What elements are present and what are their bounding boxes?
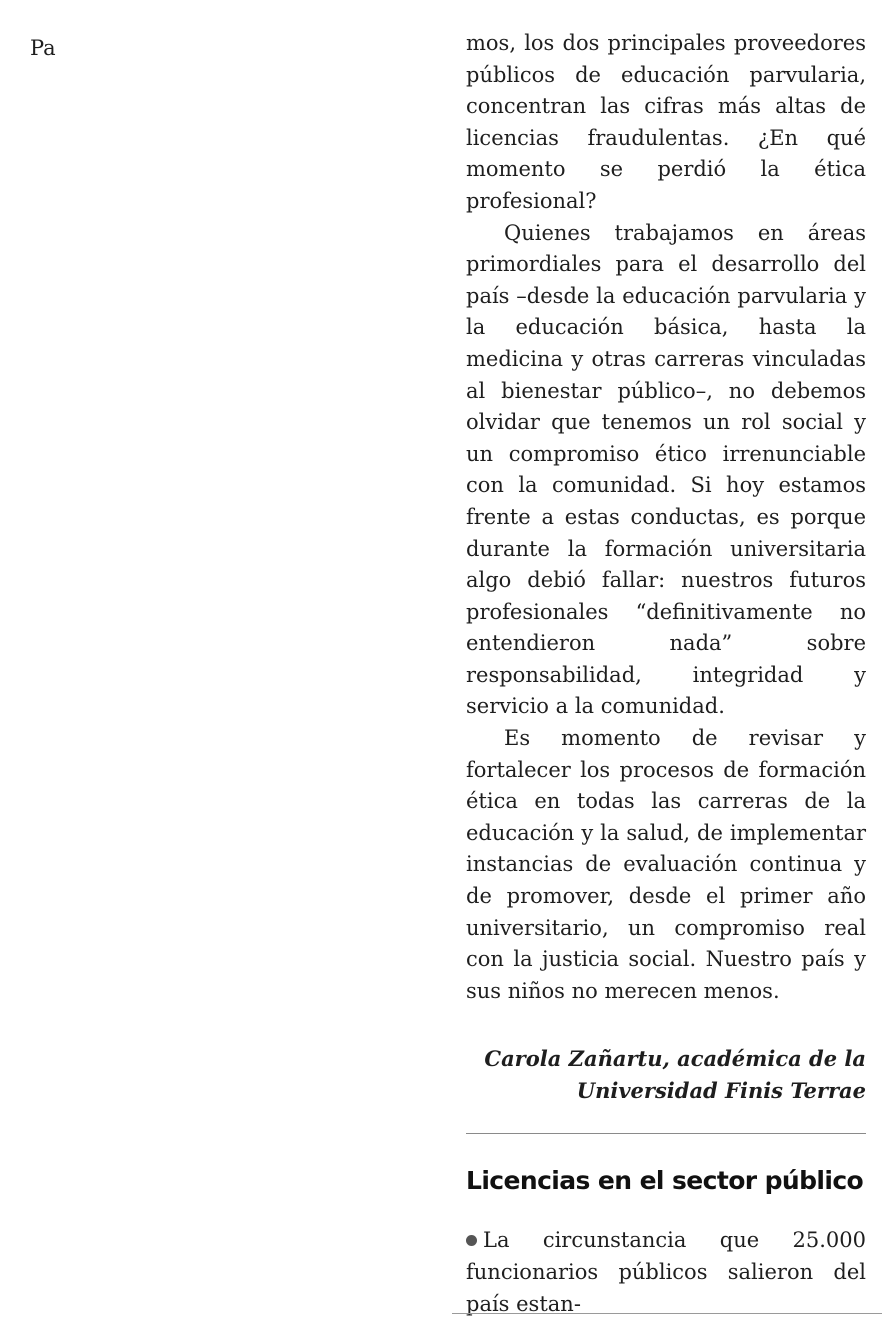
letter-paragraph-3: Es momento de revisar y fortalecer los procesos de formación ética en todas las carreras de la educación y la salud, de implementar instancias de evaluación continua y de promover, desde el primer año universitario, un compromiso real con la justicia social. Nuestro país y sus niños no merecen menos. bbox=[466, 726, 866, 1003]
next-letter-lede-text: La circunstancia que 25.000 funcionarios públicos salieron del país estan- bbox=[466, 1228, 866, 1317]
letter-paragraph-1: mos, los dos principales proveedores públicos de educación parvularia, concentran las cifras más altas de licencias fraudulentas. ¿En qué momento se perdió la ética profesional? bbox=[466, 31, 866, 213]
next-letter-lede bbox=[466, 1224, 866, 1320]
letter-paragraph-2: Quienes trabajamos en áreas primordiales para el desarrollo del país –desde la educación parvularia y la educación básica, hasta la medicina y otras carreras vinculadas al bienestar público–, no debemos olvidar que tenemos un rol social y un compromiso ético irrenunciable con la comunidad. Si hoy estamos frente a estas conductas, es porque durante la formación universitaria algo debió fallar: nuestros futuros profesionales “definitivamente no entendieron nada” sobre responsabilidad, integridad y servicio a la comunidad. bbox=[466, 220, 866, 719]
bottom-divider bbox=[452, 1313, 882, 1314]
section-divider bbox=[466, 1133, 866, 1134]
next-letter-headline: Licencias en el sector público bbox=[466, 1166, 864, 1196]
bullet-icon bbox=[466, 1235, 477, 1246]
signature-affiliation-line: Universidad Finis Terrae bbox=[576, 1078, 866, 1104]
left-column-fragment: Pa bbox=[30, 36, 56, 60]
letter-signature bbox=[466, 1043, 866, 1107]
signature-name-line: Carola Zañartu, académica de la bbox=[484, 1046, 866, 1072]
letter-column bbox=[466, 28, 866, 1320]
